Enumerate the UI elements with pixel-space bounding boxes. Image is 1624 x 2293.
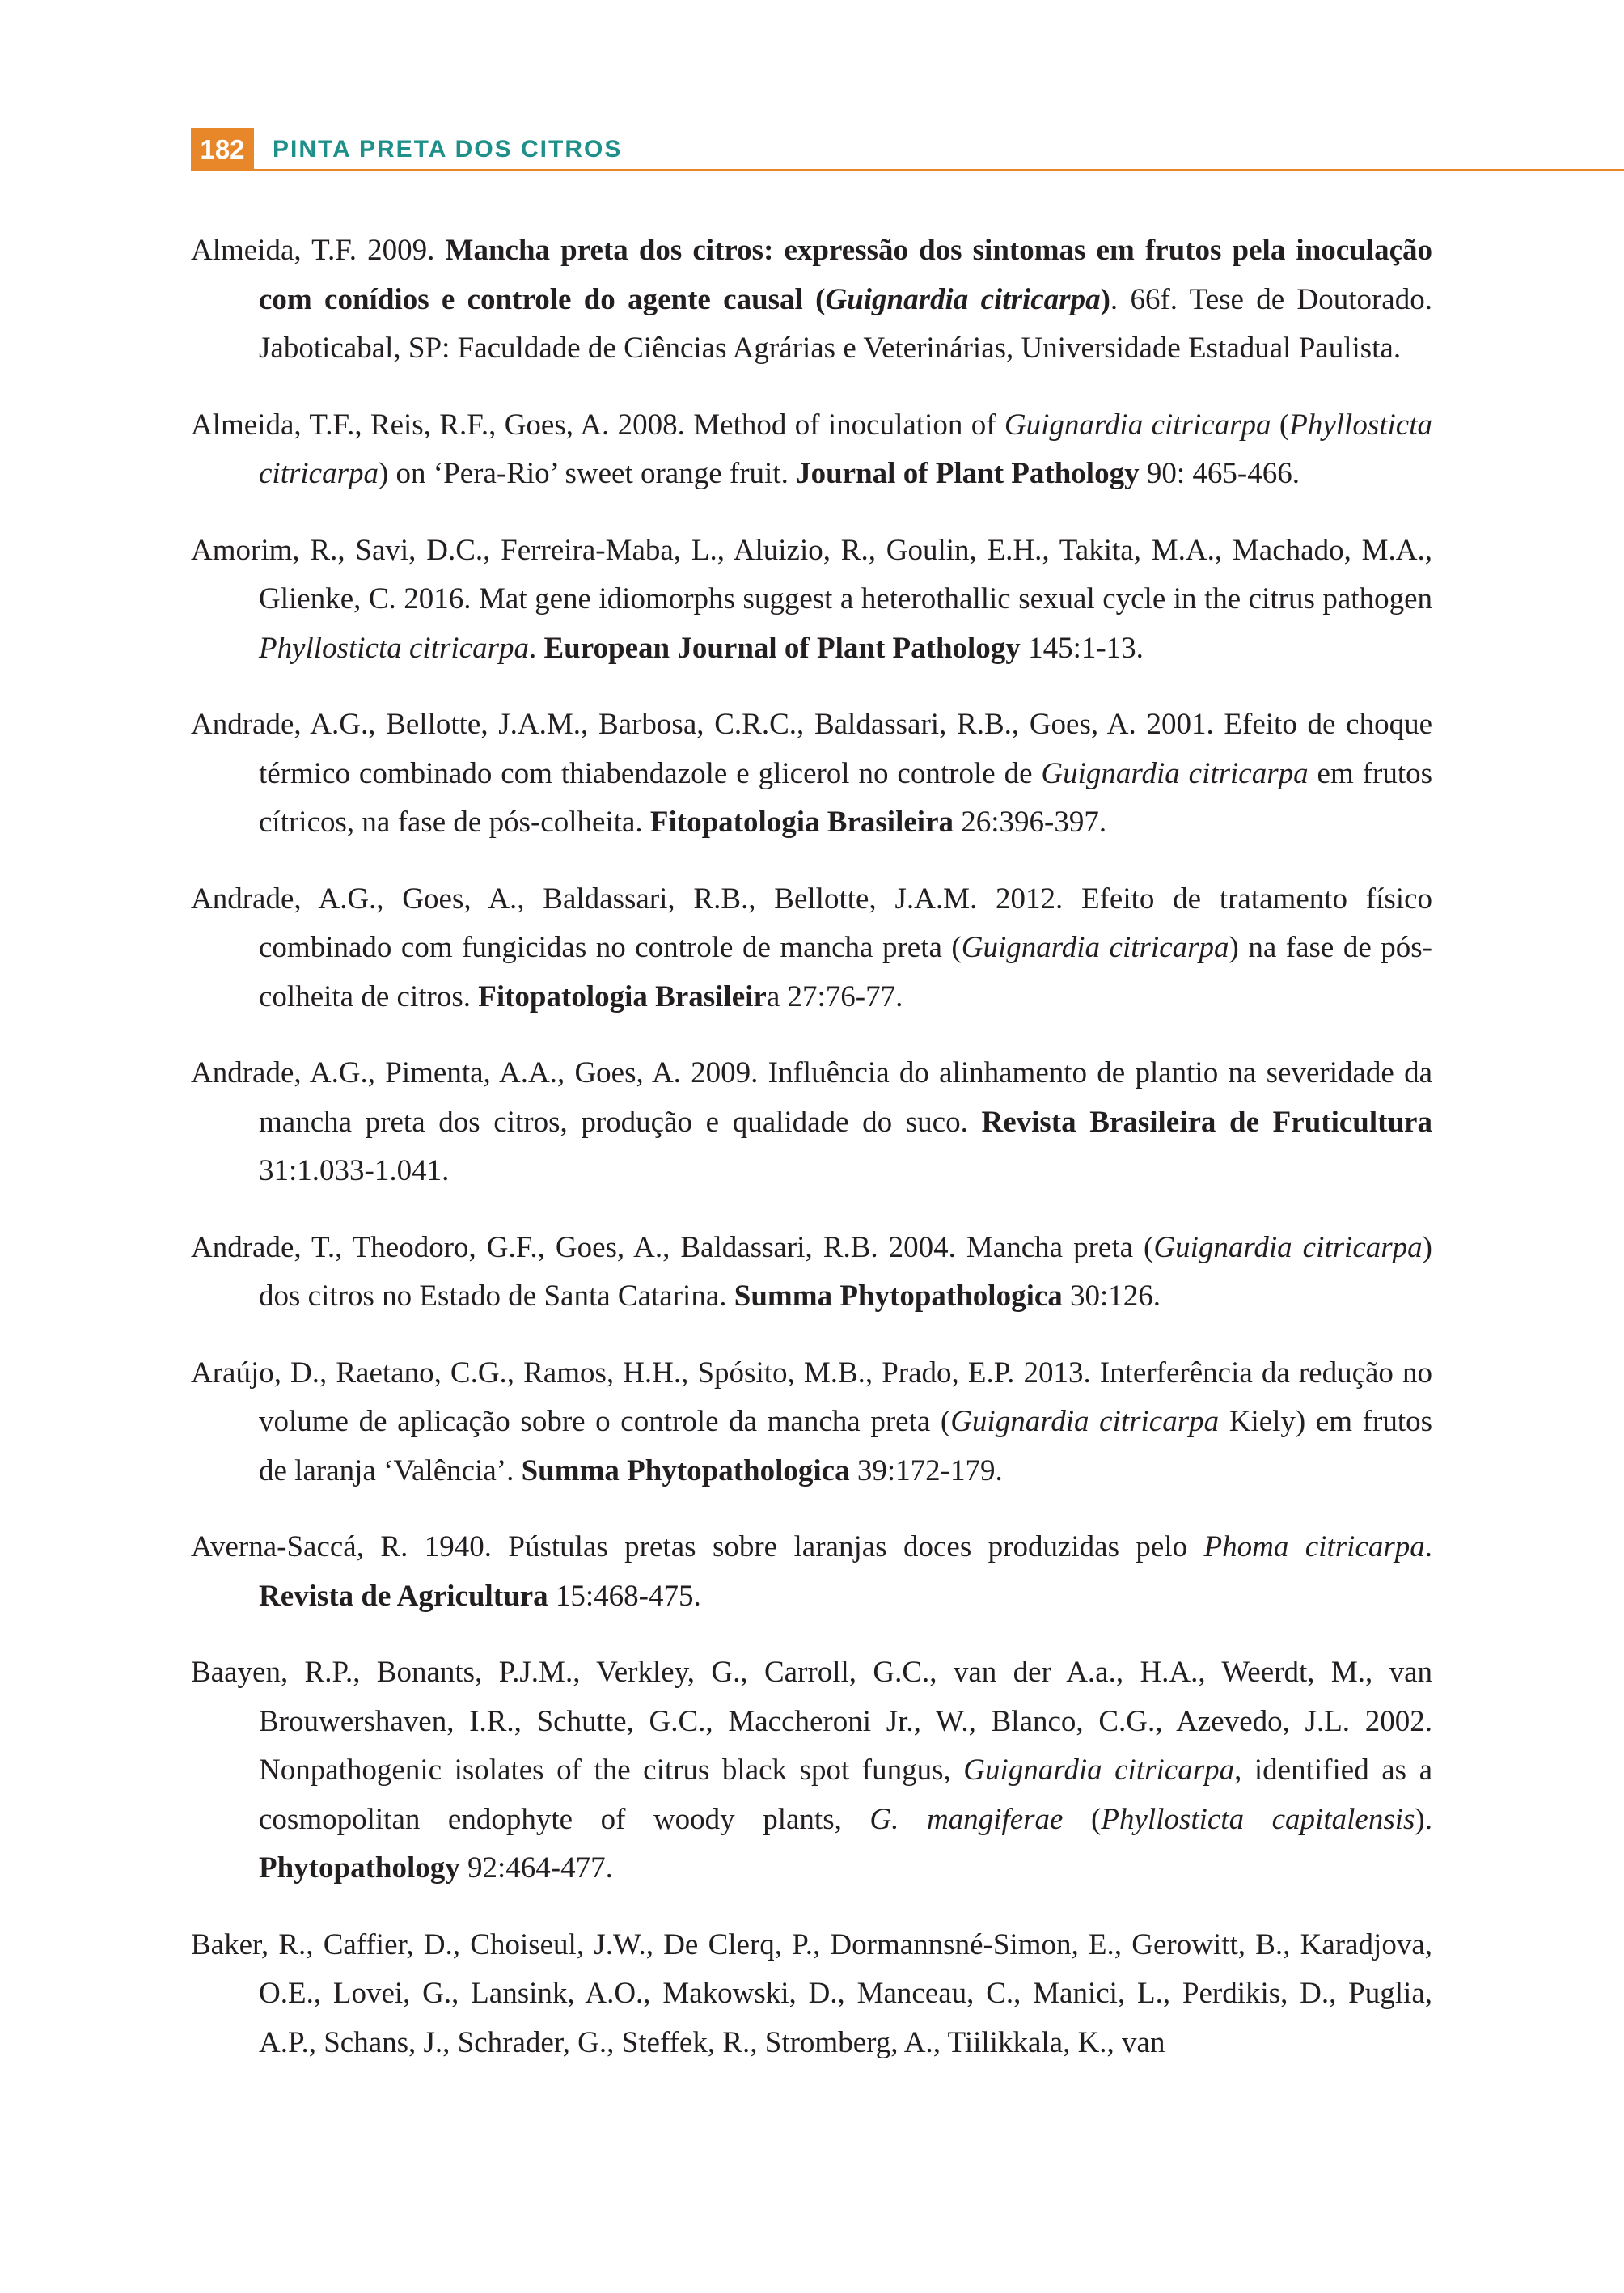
reference-text: Phyllosticta citricarpa: [259, 408, 1432, 490]
reference-text: 145:1-13.: [1020, 631, 1144, 665]
reference-text: Guignardia citricarpa: [1041, 756, 1309, 790]
reference-text: Phyllosticta citricarpa: [259, 631, 529, 665]
reference-entry: [191, 1648, 1432, 1893]
reference-text: Almeida, T.F., Reis, R.F., Goes, A. 2008. Method of inoculation of: [191, 408, 1004, 442]
reference-text: European Journal of Plant Pathology: [543, 631, 1021, 665]
reference-text: Fitopatologia Brasileir: [478, 979, 767, 1013]
reference-text: Andrade, T., Theodoro, G.F., Goes, A., Baldassari, R.B. 2004. Mancha preta (: [191, 1230, 1154, 1264]
reference-text: Almeida, T.F. 2009.: [191, 234, 446, 267]
page-number: 182: [191, 128, 254, 171]
reference-text: Andrade, A.G., Bellotte, J.A.M., Barbosa, C.R.C., Baldassari, R.B., Goes, A. 2001. Efeito de choque térmico combinado com thiabendazole e glicerol no controle de: [191, 708, 1432, 790]
reference-text: (: [1063, 1802, 1102, 1836]
running-title: PINTA PRETA DOS CITROS: [273, 136, 623, 163]
reference-entry: [191, 1523, 1432, 1621]
reference-text: Journal of Plant Pathology: [796, 457, 1140, 490]
reference-text: Averna-Saccá, R. 1940. Pústulas pretas sobre laranjas doces produzidas pelo: [191, 1530, 1204, 1563]
reference-text: Guignardia citricarpa: [1004, 408, 1271, 442]
reference-text: Baker, R., Caffier, D., Choiseul, J.W., De Clerq, P., Dormannsné-Simon, E., Gerowitt, B., Karadjova, O.E., Lovei, G., Lansink, A.O., Makowski, D., Manceau, C., Manici, L., Perdikis, D., Puglia, A.P., Schans, J., Schrader, G., Steffek, R., Stromberg, A., Tiilikkala, K., van: [191, 1927, 1432, 2059]
reference-text: Baayen, R.P., Bonants, P.J.M., Verkley, G., Carroll, G.C., van der A.a., H.A., Weerdt, M., van Brouwershaven, I.R., Schutte, G.C., Maccheroni Jr., W., Blanco, C.G., Azevedo, J.L. 2002. Nonpathogenic isolates of the citrus black spot fungus,: [191, 1656, 1432, 1787]
reference-text: Phoma citricarpa: [1203, 1530, 1425, 1563]
reference-text: Guignardia citricarpa: [1153, 1230, 1423, 1264]
reference-text: 30:126.: [1062, 1280, 1161, 1313]
reference-text: a 27:76-77.: [766, 979, 903, 1013]
reference-text: Andrade, A.G., Pimenta, A.A., Goes, A. 2009. Influência do alinhamento de plantio na severidade da mancha preta dos citros, produção e qualidade do suco.: [191, 1056, 1432, 1139]
reference-text: Amorim, R., Savi, D.C., Ferreira-Maba, L., Aluizio, R., Goulin, E.H., Takita, M.A., Machado, M.A., Glienke, C. 2016. Mat gene idiomorphs suggest a heterothallic sexual cycle in the citrus pathogen: [191, 533, 1432, 616]
running-header: [191, 128, 1624, 171]
reference-text: Fitopatologia Brasileira: [649, 806, 954, 839]
reference-text: 31:1.033-1.041.: [259, 1154, 450, 1187]
reference-text: 92:464-477.: [459, 1851, 613, 1885]
reference-entry: [191, 1049, 1432, 1196]
reference-text: Kiely) em frutos de laranja ‘Valência’.: [259, 1405, 1432, 1487]
reference-text: em frutos cítricos, na fase de pós-colheita.: [259, 756, 1433, 839]
reference-list: [191, 226, 1432, 2095]
reference-text: Guignardia citricarpa: [963, 1754, 1235, 1787]
reference-text: ): [1100, 282, 1110, 316]
reference-text: Araújo, D., Raetano, C.G., Ramos, H.H., Spósito, M.B., Prado, E.P. 2013. Interferência da redução no volume de aplicação sobre o controle da mancha preta (: [191, 1356, 1432, 1438]
reference-text: (: [1271, 408, 1290, 442]
header-rule: [254, 169, 1624, 171]
reference-text: Andrade, A.G., Goes, A., Baldassari, R.B., Bellotte, J.A.M. 2012. Efeito de tratamento físico combinado com fungicidas no controle de mancha preta (: [191, 882, 1432, 964]
reference-text: .: [1424, 1530, 1432, 1563]
reference-text: 15:468-475.: [548, 1579, 701, 1613]
reference-text: Summa Phytopathologica: [521, 1453, 850, 1487]
reference-text: Revista Brasileira de Fruticultura: [981, 1105, 1432, 1139]
reference-entry: [191, 875, 1432, 1022]
reference-text: Phyllosticta capitalensis: [1101, 1802, 1415, 1836]
reference-entry: [191, 527, 1432, 674]
reference-entry: [191, 401, 1432, 499]
reference-text: Guignardia citricarpa: [825, 282, 1101, 316]
reference-text: ) na fase de pós-colheita de citros.: [259, 931, 1432, 1013]
reference-text: G. mangiferae: [869, 1802, 1064, 1836]
reference-text: Guignardia citricarpa: [950, 1405, 1220, 1438]
reference-text: ) on ‘Pera-Rio’ sweet orange fruit.: [378, 457, 797, 490]
reference-text: 39:172-179.: [849, 1453, 1003, 1487]
reference-text: 26:396-397.: [954, 806, 1107, 839]
reference-text: , identified as a cosmopolitan endophyte of woody plants,: [259, 1754, 1433, 1836]
reference-text: ).: [1415, 1802, 1432, 1836]
reference-text: 90: 465-466.: [1139, 457, 1300, 490]
reference-text: Revista de Agricultura: [259, 1579, 548, 1613]
reference-text: ) dos citros no Estado de Santa Catarina.: [259, 1230, 1432, 1313]
reference-text: Phytopathology: [259, 1851, 460, 1885]
reference-text: .: [528, 631, 544, 665]
reference-text: Mancha preta dos citros: expressão dos sintomas em frutos pela inoculação com conídios e controle do agente causal (: [259, 234, 1432, 316]
reference-entry: [191, 1224, 1432, 1322]
reference-entry: [191, 1921, 1432, 2068]
reference-entry: [191, 700, 1432, 848]
reference-text: Summa Phytopathologica: [734, 1280, 1063, 1313]
reference-entry: [191, 1349, 1432, 1496]
reference-text: Guignardia citricarpa: [961, 931, 1229, 964]
reference-entry: [191, 226, 1432, 374]
reference-text: . 66f. Tese de Doutorado. Jaboticabal, SP: Faculdade de Ciências Agrárias e Veterinárias, Universidade Estadual Paulista.: [259, 282, 1432, 365]
